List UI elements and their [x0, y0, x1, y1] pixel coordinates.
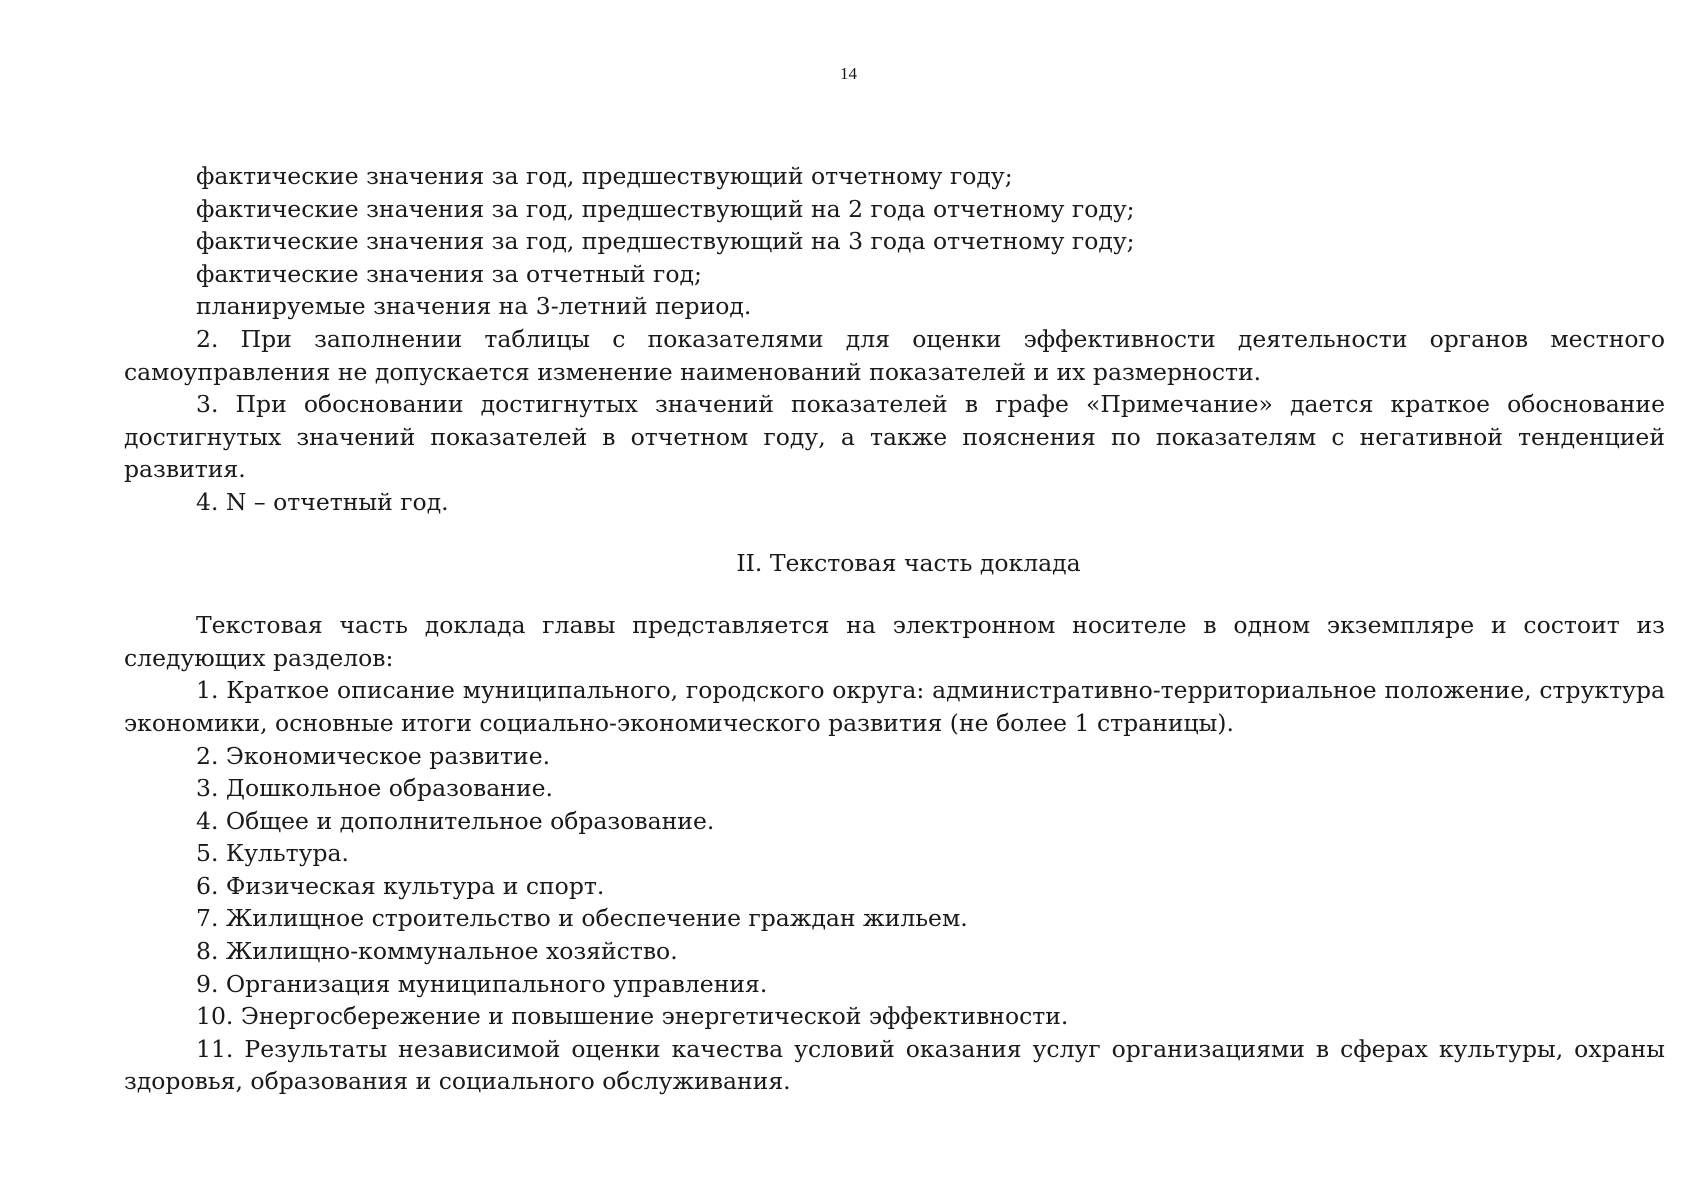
note-paragraph: 2. При заполнении таблицы с показателями для оценки эффективности деятельности органов местного самоуправления не допускается изменение наименований показателей и их размерности.: [124, 324, 1665, 386]
intro-line: фактические значения за год, предшествующий на 3 года отчетному году;: [196, 227, 1135, 256]
section-list-item: 1. Краткое описание муниципального, городского округа: административно-территориальное положение, структура экономики, основные итоги социально-экономического развития (не более 1 страницы).: [124, 676, 1665, 737]
page-content: [124, 160, 1665, 1098]
section-intro: Текстовая часть доклада главы представляется на электронном носителе в одном экземпляре и состоит из следующих разделов:: [124, 611, 1665, 672]
intro-line: фактические значения за год, предшествующий отчетному году;: [196, 162, 1013, 190]
note-paragraph: 4. N – отчетный год.: [196, 487, 449, 516]
section-list-item: 2. Экономическое развитие.: [196, 741, 551, 770]
note-paragraph: 3. При обосновании достигнутых значений показателей в графе «Примечание» дается краткое обоснование достигнутых значений показателей в отчетном году, а также пояснения по показателям с негативной тенденцией развития.: [124, 390, 1665, 484]
intro-line: фактические значения за отчетный год;: [196, 259, 702, 288]
intro-line: фактические значения за год, предшествующий на 2 года отчетному году;: [196, 194, 1135, 223]
section-list-item: 5. Культура.: [196, 839, 349, 868]
section-heading: II. Текстовая часть доклада: [736, 548, 1081, 577]
intro-line: планируемые значения на 3-летний период.: [196, 292, 752, 321]
section-list-item: 10. Энергосбережение и повышение энергетической эффективности.: [196, 1002, 1069, 1031]
section-list-item: 6. Физическая культура и спорт.: [196, 871, 605, 900]
section-list-item: 4. Общее и дополнительное образование.: [196, 806, 715, 835]
section-list-item: 9. Организация муниципального управления.: [196, 969, 768, 998]
section-list-item: 8. Жилищно-коммунальное хозяйство.: [196, 937, 678, 966]
section-list-item: 7. Жилищное строительство и обеспечение граждан жильем.: [196, 904, 968, 933]
section-list-item: 3. Дошкольное образование.: [196, 774, 553, 803]
section-list-item: 11. Результаты независимой оценки качества условий оказания услуг организациями в сферах культуры, охраны здоровья, образования и социального обслуживания.: [124, 1034, 1665, 1096]
page-number: 14: [840, 64, 857, 83]
